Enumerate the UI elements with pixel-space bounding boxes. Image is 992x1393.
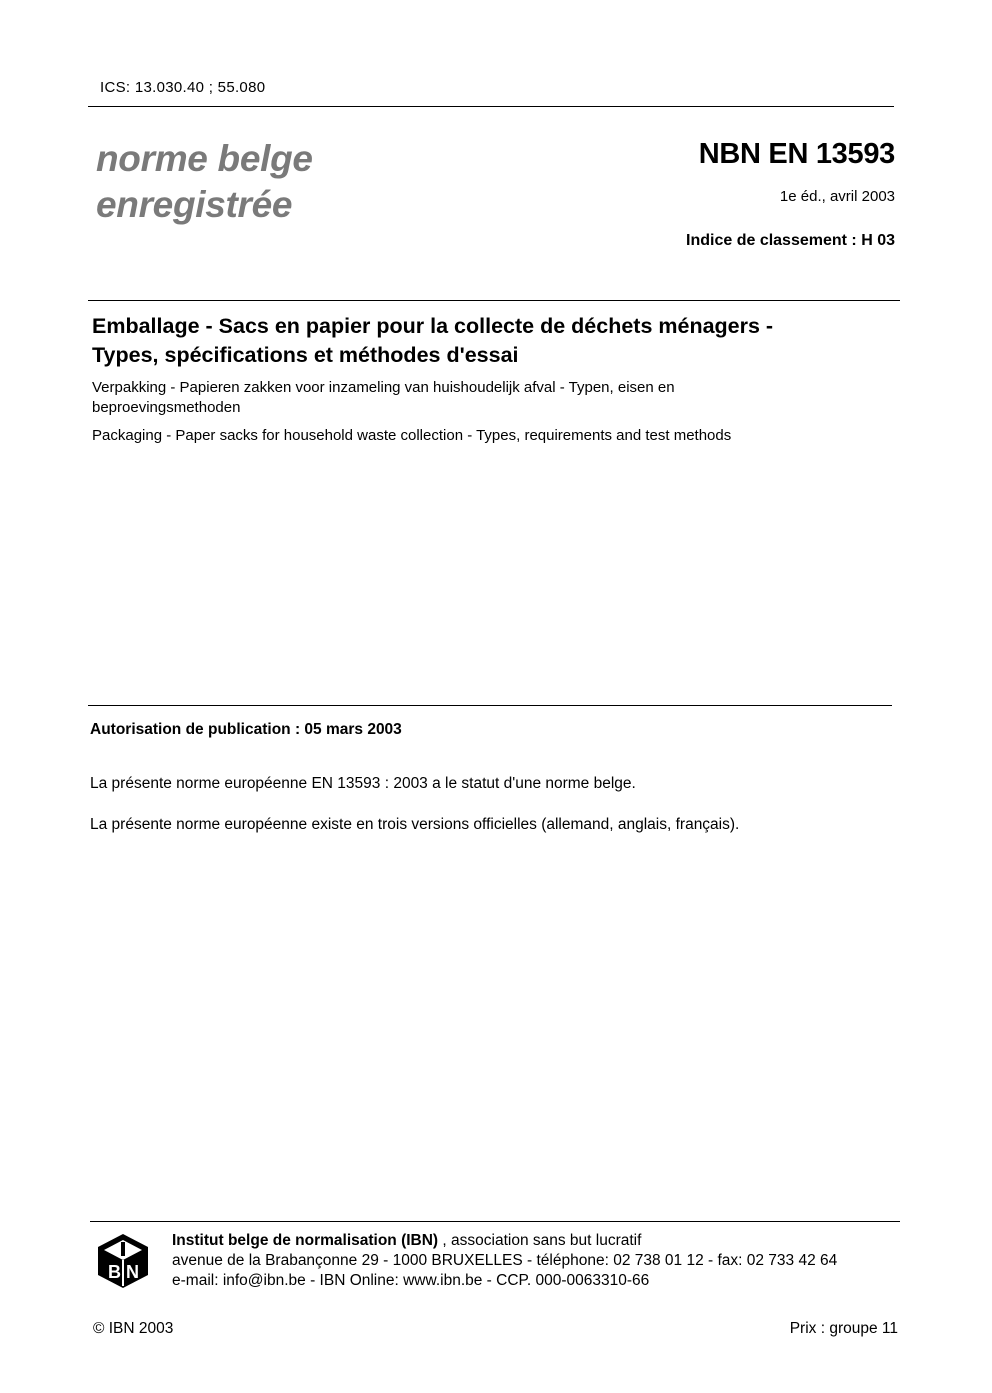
title-divider xyxy=(88,300,900,301)
ics-codes: ICS: 13.030.40 ; 55.080 xyxy=(100,79,266,96)
svg-text:N: N xyxy=(126,1262,139,1282)
classification-index: Indice de classement : H 03 xyxy=(686,232,895,249)
body-divider xyxy=(88,705,892,706)
title-french-line-2: Types, spécifications et méthodes d'essai xyxy=(92,343,519,367)
institute-suffix: , association sans but lucratif xyxy=(438,1232,642,1249)
standard-number: NBN EN 13593 xyxy=(698,138,895,170)
title-english: Packaging - Paper sacks for household waste collection - Types, requirements and test methods xyxy=(92,427,732,444)
svg-text:B: B xyxy=(108,1262,121,1282)
document-brand xyxy=(96,136,313,228)
address-line: avenue de la Brabançonne 29 - 1000 BRUXELLES - téléphone: 02 738 01 12 - fax: 02 733 42 64 xyxy=(172,1252,838,1269)
brand-line-2: enregistrée xyxy=(96,184,293,225)
copyright: © IBN 2003 xyxy=(93,1320,174,1337)
brand-line-1: norme belge xyxy=(96,138,313,179)
publication-authorisation: Autorisation de publication : 05 mars 2003 xyxy=(90,721,402,738)
institute-line xyxy=(172,1231,837,1251)
price-group: Prix : groupe 11 xyxy=(789,1320,898,1337)
top-divider xyxy=(88,106,894,107)
title-french-line-1: Emballage - Sacs en papier pour la collecte de déchets ménagers - xyxy=(92,314,774,338)
title-dutch xyxy=(92,378,892,418)
footer-divider xyxy=(90,1221,900,1222)
versions-paragraph: La présente norme européenne existe en trois versions officielles (allemand, anglais, français). xyxy=(90,816,740,833)
edition-date: 1e éd., avril 2003 xyxy=(779,188,895,205)
status-paragraph: La présente norme européenne EN 13593 : 2003 a le statut d'une norme belge. xyxy=(90,775,636,792)
ibn-logo xyxy=(96,1232,150,1290)
title-french xyxy=(92,312,892,370)
title-dutch-line-2: beproevingsmethoden xyxy=(92,399,241,416)
contact-line: e-mail: info@ibn.be - IBN Online: www.ibn.be - CCP. 000-0063310-66 xyxy=(172,1272,650,1289)
institute-name: Institut belge de normalisation (IBN) xyxy=(172,1232,439,1249)
institute-address-block xyxy=(172,1231,837,1291)
title-dutch-line-1: Verpakking - Papieren zakken voor inzameling van huishoudelijk afval - Typen, eisen en xyxy=(92,379,675,396)
